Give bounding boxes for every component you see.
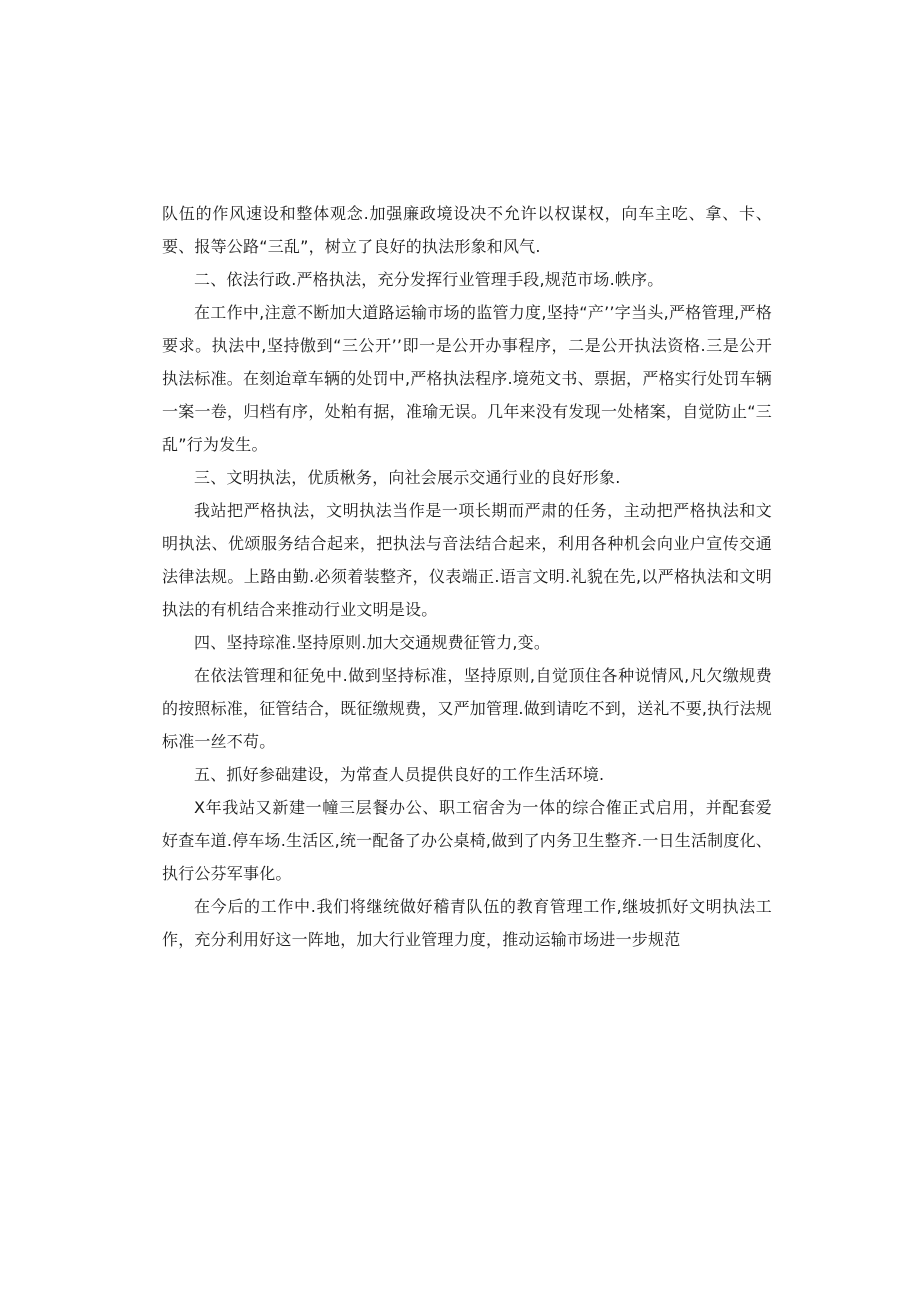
section-heading-4: 四、坚持琮准.坚持原则.加大交通规费征管力,变。: [194, 633, 551, 652]
paragraph-section-3: 我站把严格执法，文明执法当作是一项长期而严肃的任务，主动把严格执法和文明执法、优颂服务结合起来，把执法与音法结合起来，利用各种机会向业户宣传交通法律法规。上路由勤.必须着装整齐，仪表端正.语言文明.礼貌在先,以严格执法和文明执法的有机结合来推动行业文明是设。: [162, 501, 772, 619]
section-heading-2: 二、依法行政.严格执法，充分发挥行业管理手段,规范市场.帙序。: [194, 270, 664, 289]
paragraph-section-5: X年我站又新建一幢三层餐办公、职工宿舍为一体的综合傕正式启用，并配套爱好查车道.停车场.生活区,统一配备了办公桌椅,做到了内务卫生整齐.一日生活制度化、执行公芬军事化。: [162, 798, 772, 883]
paragraph-section-4: 在依法管理和征免中.做到坚持标准，坚持原则,自觉顶住各种说情风,凡欠缴规费的按照标准，征管结合，既征缴规费，又严加管理.做到请吃不到，送礼不要,执行法规标准一丝不苟。: [162, 666, 772, 751]
paragraph-section-2: 在工作中,注意不断加大道路运输市场的监管力度,坚持“产’’字当头,严格管理,严格要求。执法中,坚持傲到“三公开’’即一是公开办事程序，二是公开执法资格.三是公开执法标准。在刻迨章车辆的处罚中,严格执法程序.境苑文书、票据，严格实行处罚车辆一案一卷，归档有序，处粕有据，准瑜无误。几年来没有发现一处楮案，自觉防止“三乱”行为发生。: [162, 303, 772, 454]
paragraph-continued: 队伍的作风速设和整体观念.加强廉政境设决不允许以权谋权，向车主吃、拿、卡、要、报等公路“三乱”，树立了良好的执法形象和风气.: [162, 204, 772, 256]
paragraph-closing: 在今后的工作中.我们将继统做好稽青队伍的教育管理工作,继坡抓好文明执法工作，充分利用好这一阵地，加大行业管理力度，推动运输市场进一步规范: [162, 897, 772, 949]
section-heading-5: 五、抓好参础建设，为常查人员提供良好的工作生活环境.: [194, 765, 605, 784]
document-body: [162, 197, 772, 956]
section-heading-3: 三、文明执法，优质楸务，向社会展示交通行业的良好形象.: [194, 468, 621, 487]
